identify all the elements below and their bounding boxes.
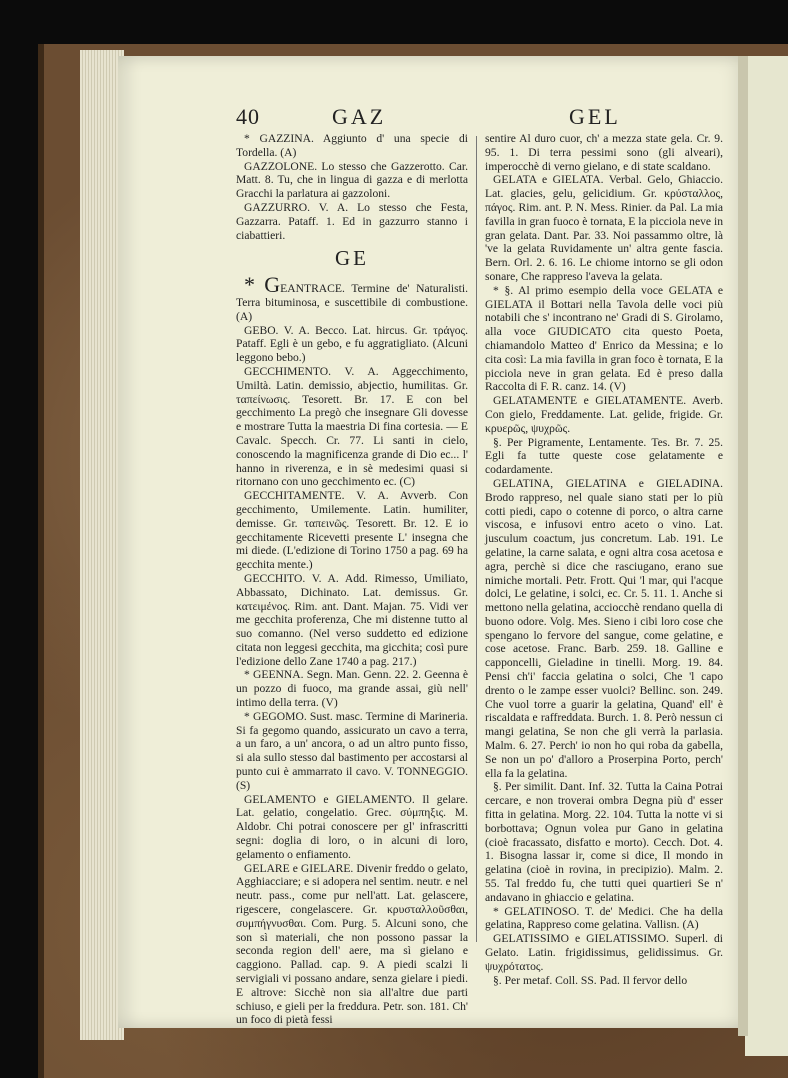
page-header bbox=[236, 104, 722, 134]
entry-gelatissimo-sub: §. Per metaf. Coll. SS. Pad. Il fervor dello bbox=[493, 973, 688, 987]
page-number: 40 bbox=[236, 104, 260, 129]
left-running-head: GAZ bbox=[332, 104, 387, 129]
entry-geantrace-text: EANTRACE. Termine de' Naturalisti. Terra bituminosa, e suscettibile di combustione. (A) bbox=[236, 282, 468, 323]
entry-gebo: GEBO. V. A. Becco. Lat. hircus. Gr. τράγος. Pataff. Egli è un gebo, e fu aggratigliato. (Alcuni leggono bebo.) bbox=[236, 323, 468, 365]
right-running-head: GEL bbox=[569, 104, 621, 129]
entry-gelata-note: * §. Al primo esempio della voce GELATA e GIELATA il Bottari nella Tavola delle voci più notabili che s' incontrano ne' Gradi di S. Girolamo, alla voce GIUDICATO cita questo Poeta, chiamandolo Matteo d' Enrico da Messina; e lo cita così: La mia favilla in gran foco è tornata, E la picciola neve in gran gelata. Ed è preso dalla Raccolta di F. R. canz. 14. (V) bbox=[485, 283, 723, 394]
entry-gelata: GELATA e GIELATA. Verbal. Gelo, Ghiaccio. Lat. glacies, gelu, gelicidium. Gr. κρύσταλλος, πάγος. Rim. ant. P. N. Mess. Rinier. da Pal. La mia favilla in gran fuoco è tornata, E la picciola neve in gran gelata. Dant. Par. 33. Noi passammo oltre, là 've la gelata Ruvidamente un' altra gente fascia. Bern. Orl. 2. 6. 16. Le chiome intorno se gli odon sonare, Che rappreso l'aveva la gelata. bbox=[485, 173, 723, 283]
page-gutter-shadow bbox=[738, 56, 748, 1036]
drop-initial: * G bbox=[244, 272, 281, 298]
column-divider bbox=[476, 136, 477, 942]
entry-gelare: GELARE e GIELARE. Divenir freddo o gelato, Agghiacciare; e si adopera nel sentim. neutr. e nel neutr. pass., come pur nell'att. Lat. gelascere, rigescere, congelascere. Gr. κρυσταλλοῦσθαι, συμπήγνυσθαι. Com. Purg. 5. Alcuni sono, che son sì materiali, che non possono passar la seconda region dell' aere, ma sì gielano e caggiono. Pallad. cap. 9. A piedi scalzi li servigiali vi possano andare, senza gielare i piedi. E altrove: Sicchè non sia all'altre due parti schiuso, e gieli per la freddura. Petr. son. 181. Ch' un foco di pietà fessi bbox=[236, 861, 468, 1027]
entry-gelatamente-sub: §. Per Pigramente, Lentamente. Tes. Br. 7. 25. Egli fa tutte queste cose gelatamente e codardamente. bbox=[485, 435, 723, 477]
entry-gecchitamente: GECCHITAMENTE. V. A. Avverb. Con gecchimento, Umilemente. Latin. humiliter, demisse. Gr. ταπεινῶς. Tesorett. Br. 12. E io gecchitamente Ricevetti presente L' insegna che mi diede. (L'edizione di Torino 1750 a pag. 69 ha gecchita mente.) bbox=[236, 489, 468, 572]
entry-gelatina-sub: §. Per similit. Dant. Inf. 32. Tutta la Caina Potrai cercare, e non troverai ombra Degna più d' esser fitta in gelatina. Morg. 22. 104. Tutta la notte vi si borbottava; Ognun volea pur Gano in gelatina (cioè fracassato, disfatto e morto). Cecch. Dot. 4. 1. Bisogna lassar ir, come si dice, Il mondo in gelatina (cioè in rovina, in precipizio). Malm. 2. 55. Tal freddo fu, che tutti quei quartieri Se n' andavano in ghiaccio e gelatina. bbox=[485, 780, 723, 904]
cover-edge bbox=[38, 44, 44, 1078]
entry-gecchimento: GECCHIMENTO. V. A. Aggecchimento, Umiltà. Latin. demissio, abjectio, humilitas. Gr. ταπείνωσις. Tesorett. Br. 17. E con bel gecchimento La pregò che insegnare Gli dovesse e mostrare Tutta la maestria Di fina cortesia. — E Cavalc. Specch. Cr. 77. Li santi in cielo, conoscendo la magnificenza grande di Dio ec... l' hanno in riverenza, e in sè medesimi quasi si ritornano con uno gecchimento ec. (C) bbox=[236, 364, 468, 489]
entry-gelamento: GELAMENTO e GIELAMENTO. Il gelare. Lat. gelatio, congelatio. Grec. σύμπηξις. M. Aldobr. Chi potrai conoscere per gl' infrascritti segni: doglia di loro, o in alcuni di loro, gelamento o enfiamento. bbox=[236, 792, 468, 861]
entry-geantrace bbox=[236, 272, 468, 323]
entry-geenna: * GEENNA. Segn. Man. Genn. 22. 2. Geenna è un pozzo di fuoco, ma grande assai, giù nell' intimo della terra. (V) bbox=[236, 668, 468, 710]
entry-gegomo: * GEGOMO. Sust. masc. Termine di Marineria. Si fa gegomo quando, assicurato un cavo a terra, a un faro, a un' ancora, o ad un altro punto fisso, si ala sullo stesso dal bastimento per accostarsi al punto cui è ammarrato il cavo. V. TONNEGGIO. (S) bbox=[236, 709, 468, 792]
entry-gazzina: * GAZZINA. Aggiunto d' una specie di Tordella. (A) bbox=[236, 132, 468, 159]
entry-gelatinoso: * GELATINOSO. T. de' Medici. Che ha della gelatina, Rappreso come gelatina. Vallisn. (A) bbox=[485, 904, 723, 932]
entry-gazzurro: GAZZURRO. V. A. Lo stesso che Festa, Gazzarra. Pataff. 1. Ed in gazzurro stanno i ciabattieri. bbox=[236, 200, 468, 242]
entry-gelare-cont: sentire Al duro cuor, ch' a mezza state gela. Cr. 9. 95. 1. Di terra pessimi sono (gli alveari), imperocchè di verno gielano, e di state scaldano. bbox=[485, 132, 723, 173]
entry-gelatissimo: GELATISSIMO e GIELATISSIMO. Superl. di Gelato. Latin. frigidissimus, gelidissimus. Gr. ψυχρότατος. bbox=[485, 932, 723, 973]
entry-gelatamente: GELATAMENTE e GIELATAMENTE. Averb. Con gielo, Freddamente. Lat. gelide, frigide. Gr. κρυερῶς, ψυχρῶς. bbox=[485, 394, 723, 435]
entry-gecchito: GECCHITO. V. A. Add. Rimesso, Umiliato, Abbassato, Dichinato. Lat. demissus. Gr. κατειμένος. Rim. ant. Dant. Majan. 75. Vidi ver me gecchita proferenza, Che mi distenne tutto al suo comanno. (Nel verso suddetto ed edizione citata non leggesi gecchita, ma gicchita; così pure l'edizione dello Zane 1740 a pag. 217.) bbox=[236, 571, 468, 668]
right-column bbox=[485, 132, 723, 987]
section-heading: GE bbox=[335, 246, 369, 271]
left-column bbox=[236, 132, 468, 1027]
facing-page-edge bbox=[745, 56, 788, 1056]
entry-gelatina: GELATINA, GIELATINA e GIELADINA. Brodo rappreso, nel quale siano stati per lo più cotti piedi, capo o cotenne di porco, o altra carne viscosa, e infusovi entro aceto o vino. Lat. jusculum coactum, jus concretum. Lab. 191. Le gelatine, la carne salata, e ogni altra cosa acetosa e agra, perchè si dice che rasciugano, erano sue nimiche mortali. Petr. Frott. Qui 'l mar, qui l'acque dolci, Le gelatine, i solci, ec. Cr. 5. 11. 1. Anche si mettono nella gelatina, acciocchè rendano quella di buono odore. Volg. Mes. Sieno i cibi loro cose che spengano lo fervore del sangue, come gelatine, e cose acetose. Franc. Barb. 259. 18. Galline e capponcelli, Gieladine in tinelli. Morg. 19. 84. Pensi ch'i' faccia gelatina o solci, Che 'l capo drento o le zampe esser vuolci? Bellinc. son. 249. Che vuol torre a guarir la gelatina, Quand' ell' è riscaldata e raffreddata. Burch. 1. 8. Però nessun ci mangi gelatina, Se non che gli verrà la parlasia. Malm. 6. 27. Perch' io non ho qui roba da gabella, Se non un po' d'alloro a Proserpina Porto, perch' ella fa la gelatina. bbox=[485, 476, 723, 780]
entry-gazzolone: GAZZOLONE. Lo stesso che Gazzerotto. Car. Matt. 8. Tu, che in lingua di gazza e di merlotta Gracchi la parlatura ai gazzoloni. bbox=[236, 159, 468, 201]
